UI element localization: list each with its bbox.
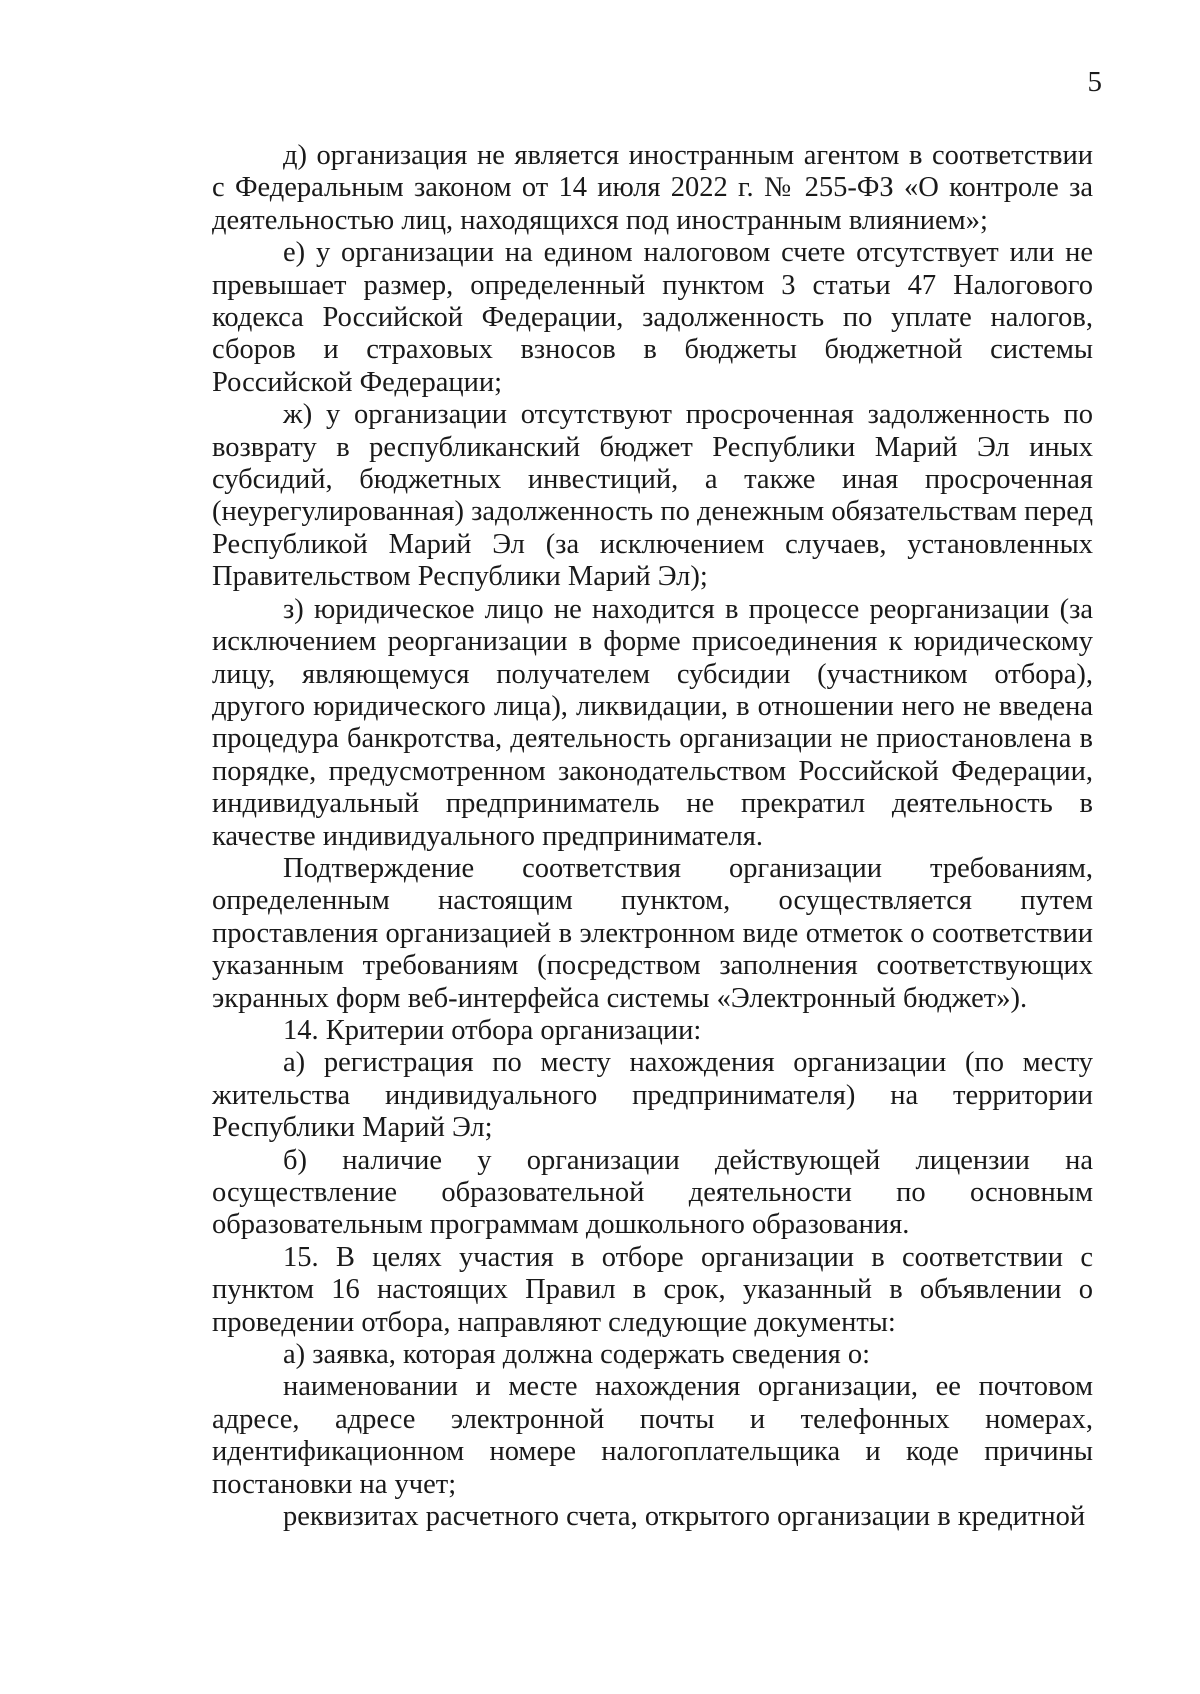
paragraph-item-e: е) у организации на едином налоговом счете отсутствует или не превышает размер, определенный пунктом 3 статьи 47 Налогового кодекса Российской Федерации, задолженность по уплате налогов, сборов и страховых взносов в бюджеты бюджетной системы Российской Федерации; — [212, 237, 1093, 398]
paragraph-application-a: а) заявка, которая должна содержать сведения о: — [283, 1339, 871, 1371]
paragraph-criterion-b: б) наличие у организации действующей лицензии на осуществление образовательной деятельности по основным образовательным программам дошкольного образования. — [212, 1144, 1093, 1241]
document-body — [212, 140, 1093, 1533]
paragraph-criterion-a: а) регистрация по месту нахождения организации (по месту жительства индивидуального предпринимателя) на территории Республики Марий Эл; — [212, 1047, 1093, 1144]
page-number: 5 — [1087, 66, 1102, 98]
paragraph-section-14: 14. Критерии отбора организации: — [283, 1014, 702, 1046]
paragraph-application-name: наименовании и месте нахождения организации, ее почтовом адресе, адресе электронной почты и телефонных номерах, идентификационном номере налогоплательщика и коде причины постановки на учет; — [212, 1371, 1093, 1500]
paragraph-item-d: д) организация не является иностранным агентом в соответствии с Федеральным законом от 14 июля 2022 г. № 255-ФЗ «О контроле за деятельностью лиц, находящихся под иностранным влиянием»; — [212, 140, 1093, 236]
paragraph-section-15: 15. В целях участия в отборе организации в соответствии с пунктом 16 настоящих Правил в срок, указанный в объявлении о проведении отбора, направляют следующие документы: — [212, 1241, 1093, 1338]
paragraph-bank-details: реквизитах расчетного счета, открытого организации в кредитной — [283, 1501, 1086, 1533]
paragraph-item-zh: ж) у организации отсутствуют просроченная задолженность по возврату в республиканский бюджет Республики Марий Эл иных субсидий, бюджетных инвестиций, а также иная просроченная (неурегулированная) задолженность по денежным обязательствам перед Республикой Марий Эл (за исключением случаев, установленных Правительством Республики Марий Эл); — [212, 399, 1093, 593]
paragraph-confirmation: Подтверждение соответствия организации требованиям, определенным настоящим пунктом, осуществляется путем проставления организацией в электронном виде отметок о соответствии указанным требованиям (посредством заполнения соответствующих экранных форм веб-интерфейса системы «Электронный бюджет»). — [212, 852, 1093, 1014]
paragraph-item-z: з) юридическое лицо не находится в процессе реорганизации (за исключением реорганизации в форме присоединения к юридическому лицу, являющемуся получателем субсидии (участником отбора), другого юридического лица), ликвидации, в отношении него не введена процедура банкротства, деятельность организации не приостановлена в порядке, предусмотренном законодательством Российской Федерации, индивидуальный предприниматель не прекратил деятельность в качестве индивидуального предпринимателя. — [212, 593, 1093, 852]
